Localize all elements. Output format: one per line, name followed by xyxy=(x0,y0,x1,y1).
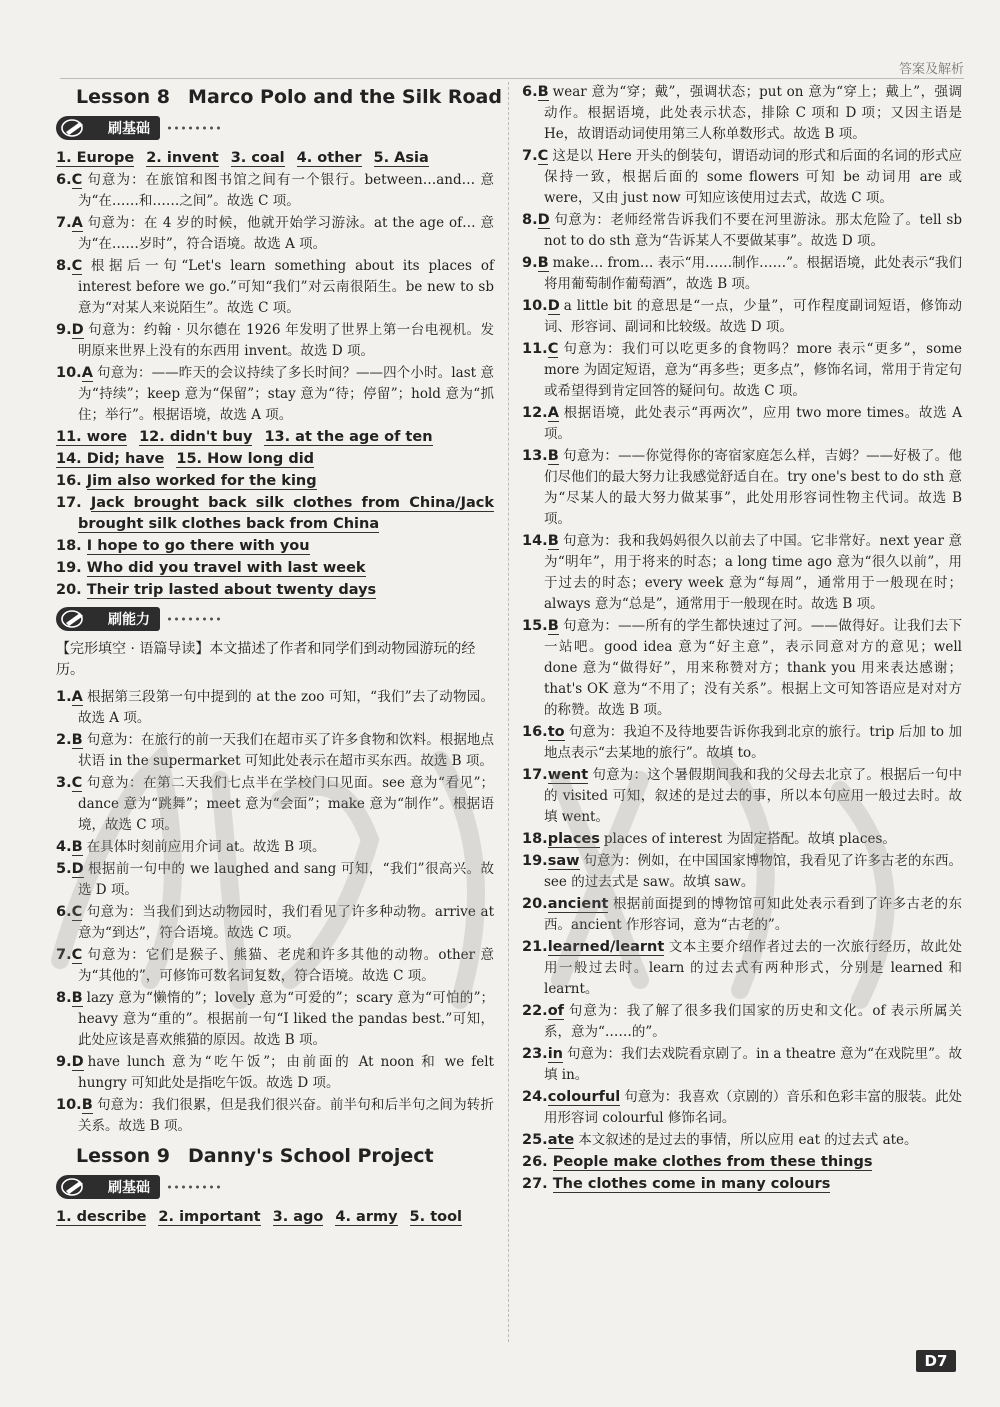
answer-item xyxy=(522,296,962,338)
left-column xyxy=(56,82,502,1229)
sentence-answer: Jim also worked for the king xyxy=(86,473,317,489)
item-explanation: 根据前一句中的 we laughed and sang 可知，“我们”很高兴。故选 D 项。 xyxy=(78,861,494,898)
item-number: 23. xyxy=(522,1046,548,1062)
cloze-item xyxy=(56,1095,494,1137)
fill-row-2 xyxy=(56,427,494,448)
item-explanation: 句意为：在 4 岁的时候，他就开始学习游泳。at the age of… 意为“在……岁时”，符合语境。故选 A 项。 xyxy=(78,215,494,252)
fill-answer: 4. other xyxy=(296,150,362,166)
item-explanation: 句意为：我们去戏院看京剧了。in a theatre 意为“在戏院里”。故填 in。 xyxy=(544,1046,962,1083)
item-number: 7. xyxy=(56,947,72,963)
item-key: B xyxy=(547,448,559,464)
item-key: places xyxy=(547,831,600,847)
answer-item xyxy=(522,894,962,936)
dots-decoration xyxy=(166,126,220,130)
pencil-icon xyxy=(60,118,90,138)
lesson8-heading xyxy=(76,86,502,108)
item-explanation: 根据前面提到的博物馆可知此处表示看到了许多古老的东西。ancient 作形容词，意为“古老的”。 xyxy=(544,896,962,933)
item-number: 11. xyxy=(522,341,548,357)
item-key: C xyxy=(71,172,83,188)
item-number: 6. xyxy=(56,172,72,188)
answer-item xyxy=(522,531,962,615)
item-key: B xyxy=(71,839,83,855)
item-key: B xyxy=(547,533,559,549)
item-explanation: 本文叙述的是过去的事情，所以应用 eat 的过去式 ate。 xyxy=(578,1132,918,1148)
cloze-item xyxy=(56,945,494,987)
item-explanation: 根据第三段第一句中提到的 at the zoo 可知，“我们”去了动物园。故选 A 项。 xyxy=(78,689,494,726)
lesson8-title: Marco Polo and the Silk Road xyxy=(188,86,502,108)
cloze-item xyxy=(56,837,494,858)
item-number: 18. xyxy=(56,538,82,554)
item-explanation: 句意为：我和我妈妈很久以前去了中国。它非常好。next year 意为“明年”，用于将来的时态；a long time ago 意为“很久以前”，用于过去的时态；every week 意为“每周”，通常用于一般现在时；always 意为“总是”，通常用于一般现在时。故选 B 项。 xyxy=(544,533,962,612)
basic-badge xyxy=(56,1175,160,1199)
fill-answer: 13. at the age of ten xyxy=(264,429,433,445)
item-number: 12. xyxy=(522,405,548,421)
item-number: 4. xyxy=(56,839,72,855)
fill-answer: 3. ago xyxy=(272,1209,324,1225)
fill-answer: 5. Asia xyxy=(373,150,429,166)
item-key: C xyxy=(71,258,83,274)
item-explanation: 根据语境，此处表示“再两次”，应用 two more times。故选 A 项。 xyxy=(544,405,962,442)
item-number: 19. xyxy=(522,853,548,869)
cloze-intro: 【完形填空 · 语篇导读】本文描述了作者和同学们到动物园游玩的经历。 xyxy=(56,641,476,678)
item-explanation: 句意为：约翰 · 贝尔德在 1926 年发明了世界上第一台电视机。发明原来世界上没有的东西用 invent。故选 D 项。 xyxy=(78,322,494,359)
lesson8-basic-section xyxy=(56,114,494,142)
sentence-answer: Who did you travel with last week xyxy=(86,560,366,576)
dots-decoration xyxy=(166,1185,220,1189)
item-number: 10. xyxy=(56,365,82,381)
sentence-item xyxy=(56,536,494,557)
item-explanation: 句意为：这个暑假期间我和我的父母去北京了。根据后一句中的 visited 可知，叙述的是过去的事，所以本句应用一般过去时。故填 went。 xyxy=(544,767,962,825)
answer-item xyxy=(522,1044,962,1086)
item-explanation: 这是以 Here 开头的倒装句，谓语动词的形式和后面的名词的形式应保持一致，根据后面的 some flowers 可知 be 动词用 are 或 were，又由 just now 可知应该使用过去式，故选 C 项。 xyxy=(544,148,962,206)
answer-item xyxy=(522,1001,962,1043)
item-explanation: 句意为：我们很累，但是我们很兴奋。前半句和后半句之间为转折关系。故选 B 项。 xyxy=(78,1097,494,1134)
fill-answer: 11. wore xyxy=(56,429,128,445)
answer-item xyxy=(522,616,962,721)
answer-item xyxy=(56,363,494,426)
answer-item xyxy=(56,213,494,255)
fill-row-1 xyxy=(56,148,494,169)
item-number: 13. xyxy=(522,448,548,464)
item-explanation: places of interest 为固定搭配。故填 places。 xyxy=(603,831,896,847)
answer-item xyxy=(522,82,962,145)
cloze-item xyxy=(56,773,494,836)
item-key: B xyxy=(537,84,549,100)
cloze-item xyxy=(56,730,494,772)
cloze-item xyxy=(56,988,494,1051)
basic-label: 刷基础 xyxy=(108,1180,150,1196)
item-number: 24. xyxy=(522,1089,548,1105)
item-explanation: 在具体时刻前应用介词 at。故选 B 项。 xyxy=(86,839,326,855)
answer-item xyxy=(56,256,494,319)
item-number: 3. xyxy=(56,775,72,791)
item-explanation: 根据后一句“Let's learn something about its places of interest before we go.”可知“我们”对云南很陌生。be new to sb 意为“对某人来说陌生”。故选 C 项。 xyxy=(78,258,494,316)
item-number: 20. xyxy=(56,582,82,598)
item-explanation: 句意为：老师经常告诉我们不要在河里游泳。那太危险了。tell sb not to do sth 意为“告诉某人不要做某事”。故选 D 项。 xyxy=(544,212,962,249)
answer-item xyxy=(522,403,962,445)
header-title: 答案及解析 xyxy=(898,62,964,77)
sentence-item xyxy=(56,471,494,492)
item-number: 20. xyxy=(522,896,548,912)
item-number: 14. xyxy=(522,533,548,549)
item-explanation: a little bit 的意思是“一点，少量”，可作程度副词短语，修饰动词、形容词、副词和比较级。故选 D 项。 xyxy=(544,298,962,335)
answer-item xyxy=(522,339,962,402)
column-divider xyxy=(508,82,509,1342)
answer-item xyxy=(522,765,962,828)
item-key: colourful xyxy=(547,1089,621,1105)
sentence-answer: Their trip lasted about twenty days xyxy=(86,582,377,598)
item-key: B xyxy=(71,732,83,748)
item-key: saw xyxy=(547,853,580,869)
answer-item xyxy=(522,851,962,893)
item-explanation: lazy 意为“懒惰的”；lovely 意为“可爱的”；scary 意为“可怕的”；heavy 意为“重的”。根据前一句“I liked the pandas best.”可知，此处应该是喜欢熊猫的原因。故选 B 项。 xyxy=(78,990,494,1048)
sentence-answer: Jack brought back silk clothes from China/Jack brought silk clothes back from China xyxy=(78,495,494,532)
item-number: 6. xyxy=(56,904,72,920)
item-key: B xyxy=(71,990,83,1006)
item-number: 27. xyxy=(522,1176,548,1192)
item-key: A xyxy=(71,689,83,705)
item-key: in xyxy=(547,1046,563,1062)
item-key: C xyxy=(71,775,83,791)
item-number: 22. xyxy=(522,1003,548,1019)
item-number: 16. xyxy=(522,724,548,740)
item-number: 15. xyxy=(522,618,548,634)
item-key: D xyxy=(71,322,84,338)
item-key: went xyxy=(547,767,589,783)
lesson9-basic-section xyxy=(56,1173,494,1201)
lesson8-ability-section xyxy=(56,605,494,633)
ability-badge xyxy=(56,607,160,631)
item-key: C xyxy=(537,148,549,164)
item-explanation: 句意为：在旅馆和图书馆之间有一个银行。between…and… 意为“在……和……之间”。故选 C 项。 xyxy=(78,172,494,209)
fill-answer: 4. army xyxy=(335,1209,398,1225)
item-explanation: 句意为：——所有的学生都快速过了河。——做得好。让我们去下一站吧。good idea 意为“好主意”，表示同意对方的意见；well done 意为“做得好”，用来称赞对方；thank you 用来表达感谢；that's OK 意为“不用了；没有关系”。根据上文可知答语应是对对方的称赞。故选 B 项。 xyxy=(544,618,962,718)
item-explanation: 句意为：我了解了很多我们国家的历史和文化。of 表示所属关系，意为“……的”。 xyxy=(544,1003,962,1040)
lesson9-number: Lesson 9 xyxy=(76,1145,171,1167)
item-key: learned/learnt xyxy=(547,939,665,955)
item-number: 9. xyxy=(56,1054,72,1070)
item-key: ancient xyxy=(547,896,609,912)
answer-item xyxy=(522,446,962,530)
answer-item xyxy=(56,170,494,212)
item-number: 19. xyxy=(56,560,82,576)
item-explanation: 句意为：我迫不及待地要告诉你我到北京的旅行。trip 后加 to 加地点表示“去某地的旅行”。故填 to。 xyxy=(544,724,962,761)
ability-label: 刷能力 xyxy=(108,612,150,628)
header-rule xyxy=(60,78,964,79)
dots-decoration xyxy=(166,617,220,621)
pencil-icon xyxy=(60,1177,90,1197)
item-key: A xyxy=(71,215,83,231)
basic-badge xyxy=(56,116,160,140)
item-explanation: 句意为：——昨天的会议持续了多长时间？——四个小时。last 意为“持续”；keep 意为“保留”；stay 意为“待；停留”；hold 意为“抓住；举行”。根据语境，故选 A 项。 xyxy=(78,365,494,423)
item-explanation: wear 意为“穿；戴”，强调状态；put on 意为“穿上；戴上”，强调动作。根据语境，此处表示状态，排除 C 项和 D 项；又因主语是 He，故谓语动词使用第三人称单数形式。故选 B 项。 xyxy=(544,84,962,142)
sentence-answer: I hope to go there with you xyxy=(86,538,310,554)
item-explanation: 句意为：在旅行的前一天我们在超市买了许多食物和饮料。根据地点状语 in the supermarket 可知此处表示在超市买东西。故选 B 项。 xyxy=(78,732,494,769)
item-key: ate xyxy=(547,1132,575,1148)
item-number: 17. xyxy=(56,495,82,511)
fill-answer: 1. describe xyxy=(56,1209,147,1225)
item-key: A xyxy=(547,405,559,421)
item-number: 7. xyxy=(522,148,538,164)
fill-answer: 5. tool xyxy=(409,1209,463,1225)
item-key: D xyxy=(547,298,560,314)
item-number: 9. xyxy=(522,255,538,271)
item-key: D xyxy=(71,861,84,877)
sentence-answer: The clothes come in many colours xyxy=(552,1176,831,1192)
item-explanation: 句意为：我喜欢（京剧的）音乐和色彩丰富的服装。此处用形容词 colourful 修饰名词。 xyxy=(544,1089,962,1126)
answer-item xyxy=(522,210,962,252)
item-key: C xyxy=(71,904,83,920)
item-number: 17. xyxy=(522,767,548,783)
item-key: B xyxy=(547,618,559,634)
item-number: 8. xyxy=(56,258,72,274)
item-number: 5. xyxy=(56,861,72,877)
fill-answer: 2. important xyxy=(158,1209,261,1225)
item-key: C xyxy=(547,341,559,357)
sentence-item xyxy=(522,1174,962,1195)
item-key: D xyxy=(537,212,550,228)
item-number: 18. xyxy=(522,831,548,847)
fill-answer: 12. didn't buy xyxy=(139,429,253,445)
item-number: 16. xyxy=(56,473,82,489)
answer-item xyxy=(522,1087,962,1129)
item-explanation: 句意为：它们是猴子、熊猫、老虎和许多其他的动物。other 意为“其他的”，可修饰可数名词复数，符合语境。故选 C 项。 xyxy=(78,947,494,984)
item-explanation: 句意为：——你觉得你的寄宿家庭怎么样，吉姆？——好极了。他们尽他们的最大努力让我感觉舒适自在。try one's best to do sth 意为“尽某人的最大努力做某事”，此处用形容词性物主代词。故选 B 项。 xyxy=(544,448,962,527)
item-number: 10. xyxy=(56,1097,82,1113)
item-explanation: 文本主要介绍作者过去的一次旅行经历，故此处用一般过去时。learn 的过去式有两种形式，分别是 learned 和 learnt。 xyxy=(544,939,962,997)
lesson8-number: Lesson 8 xyxy=(76,86,171,108)
cloze-item xyxy=(56,687,494,729)
cloze-item xyxy=(56,902,494,944)
basic-label: 刷基础 xyxy=(108,121,150,137)
item-key: to xyxy=(547,724,565,740)
item-number: 10. xyxy=(522,298,548,314)
lesson9-heading xyxy=(76,1145,494,1167)
item-explanation: 句意为：例如，在中国国家博物馆，我看见了许多古老的东西。see 的过去式是 saw。故填 saw。 xyxy=(544,853,962,890)
item-number: 8. xyxy=(56,990,72,1006)
fill-answer: 2. invent xyxy=(146,150,219,166)
answer-item xyxy=(522,722,962,764)
item-key: C xyxy=(71,947,83,963)
fill-answer: 3. coal xyxy=(230,150,285,166)
answer-item xyxy=(522,146,962,209)
item-number: 2. xyxy=(56,732,72,748)
page-number: D7 xyxy=(916,1350,956,1372)
item-explanation: 句意为：在第二天我们七点半在学校门口见面。see 意为“看见”；dance 意为“跳舞”；meet 意为“会面”；make 意为“制作”。根据语境，故选 C 项。 xyxy=(78,775,494,833)
item-explanation: have lunch 意为“吃午饭”；由前面的 At noon 和 we felt hungry 可知此处是指吃午饭。故选 D 项。 xyxy=(78,1054,494,1091)
item-key: B xyxy=(537,255,549,271)
item-number: 1. xyxy=(56,689,72,705)
fill-answer: 1. Europe xyxy=(56,150,135,166)
fill-row-3 xyxy=(56,449,494,470)
answer-item xyxy=(522,829,962,850)
answer-item xyxy=(522,937,962,1000)
cloze-item xyxy=(56,1052,494,1094)
item-number: 7. xyxy=(56,215,72,231)
item-explanation: make… from… 表示“用……制作……”。根据语境，此处表示“我们将用葡萄制作葡萄酒”，故选 B 项。 xyxy=(544,255,962,292)
sentence-item xyxy=(56,493,494,535)
right-column xyxy=(522,82,962,1196)
item-number: 21. xyxy=(522,939,548,955)
lesson9-title: Danny's School Project xyxy=(188,1145,434,1167)
item-key: of xyxy=(547,1003,564,1019)
item-number: 8. xyxy=(522,212,538,228)
fill-answer: 14. Did; have xyxy=(56,451,165,467)
item-explanation: 句意为：当我们到达动物园时，我们看见了许多种动物。arrive at 意为“到达”，符合语境。故选 C 项。 xyxy=(78,904,494,941)
lesson9-fill-row xyxy=(56,1207,494,1228)
item-key: B xyxy=(81,1097,93,1113)
cloze-item xyxy=(56,859,494,901)
item-number: 9. xyxy=(56,322,72,338)
sentence-item xyxy=(56,580,494,601)
sentence-answer: People make clothes from these things xyxy=(552,1154,873,1170)
item-key: A xyxy=(81,365,93,381)
sentence-item xyxy=(522,1152,962,1173)
answer-item xyxy=(56,320,494,362)
fill-answer: 15. How long did xyxy=(176,451,315,467)
sentence-item xyxy=(56,558,494,579)
item-explanation: 句意为：我们可以吃更多的食物吗？more 表示“更多”，some more 为固定短语，意为“再多些；更多点”，修饰名词，常用于肯定句或希望得到肯定回答的疑问句。故选 C 项。 xyxy=(544,341,962,399)
answer-item xyxy=(522,253,962,295)
item-number: 25. xyxy=(522,1132,548,1148)
item-number: 6. xyxy=(522,84,538,100)
answer-item xyxy=(522,1130,962,1151)
pencil-icon xyxy=(60,609,90,629)
item-number: 26. xyxy=(522,1154,548,1170)
item-key: D xyxy=(71,1054,84,1070)
